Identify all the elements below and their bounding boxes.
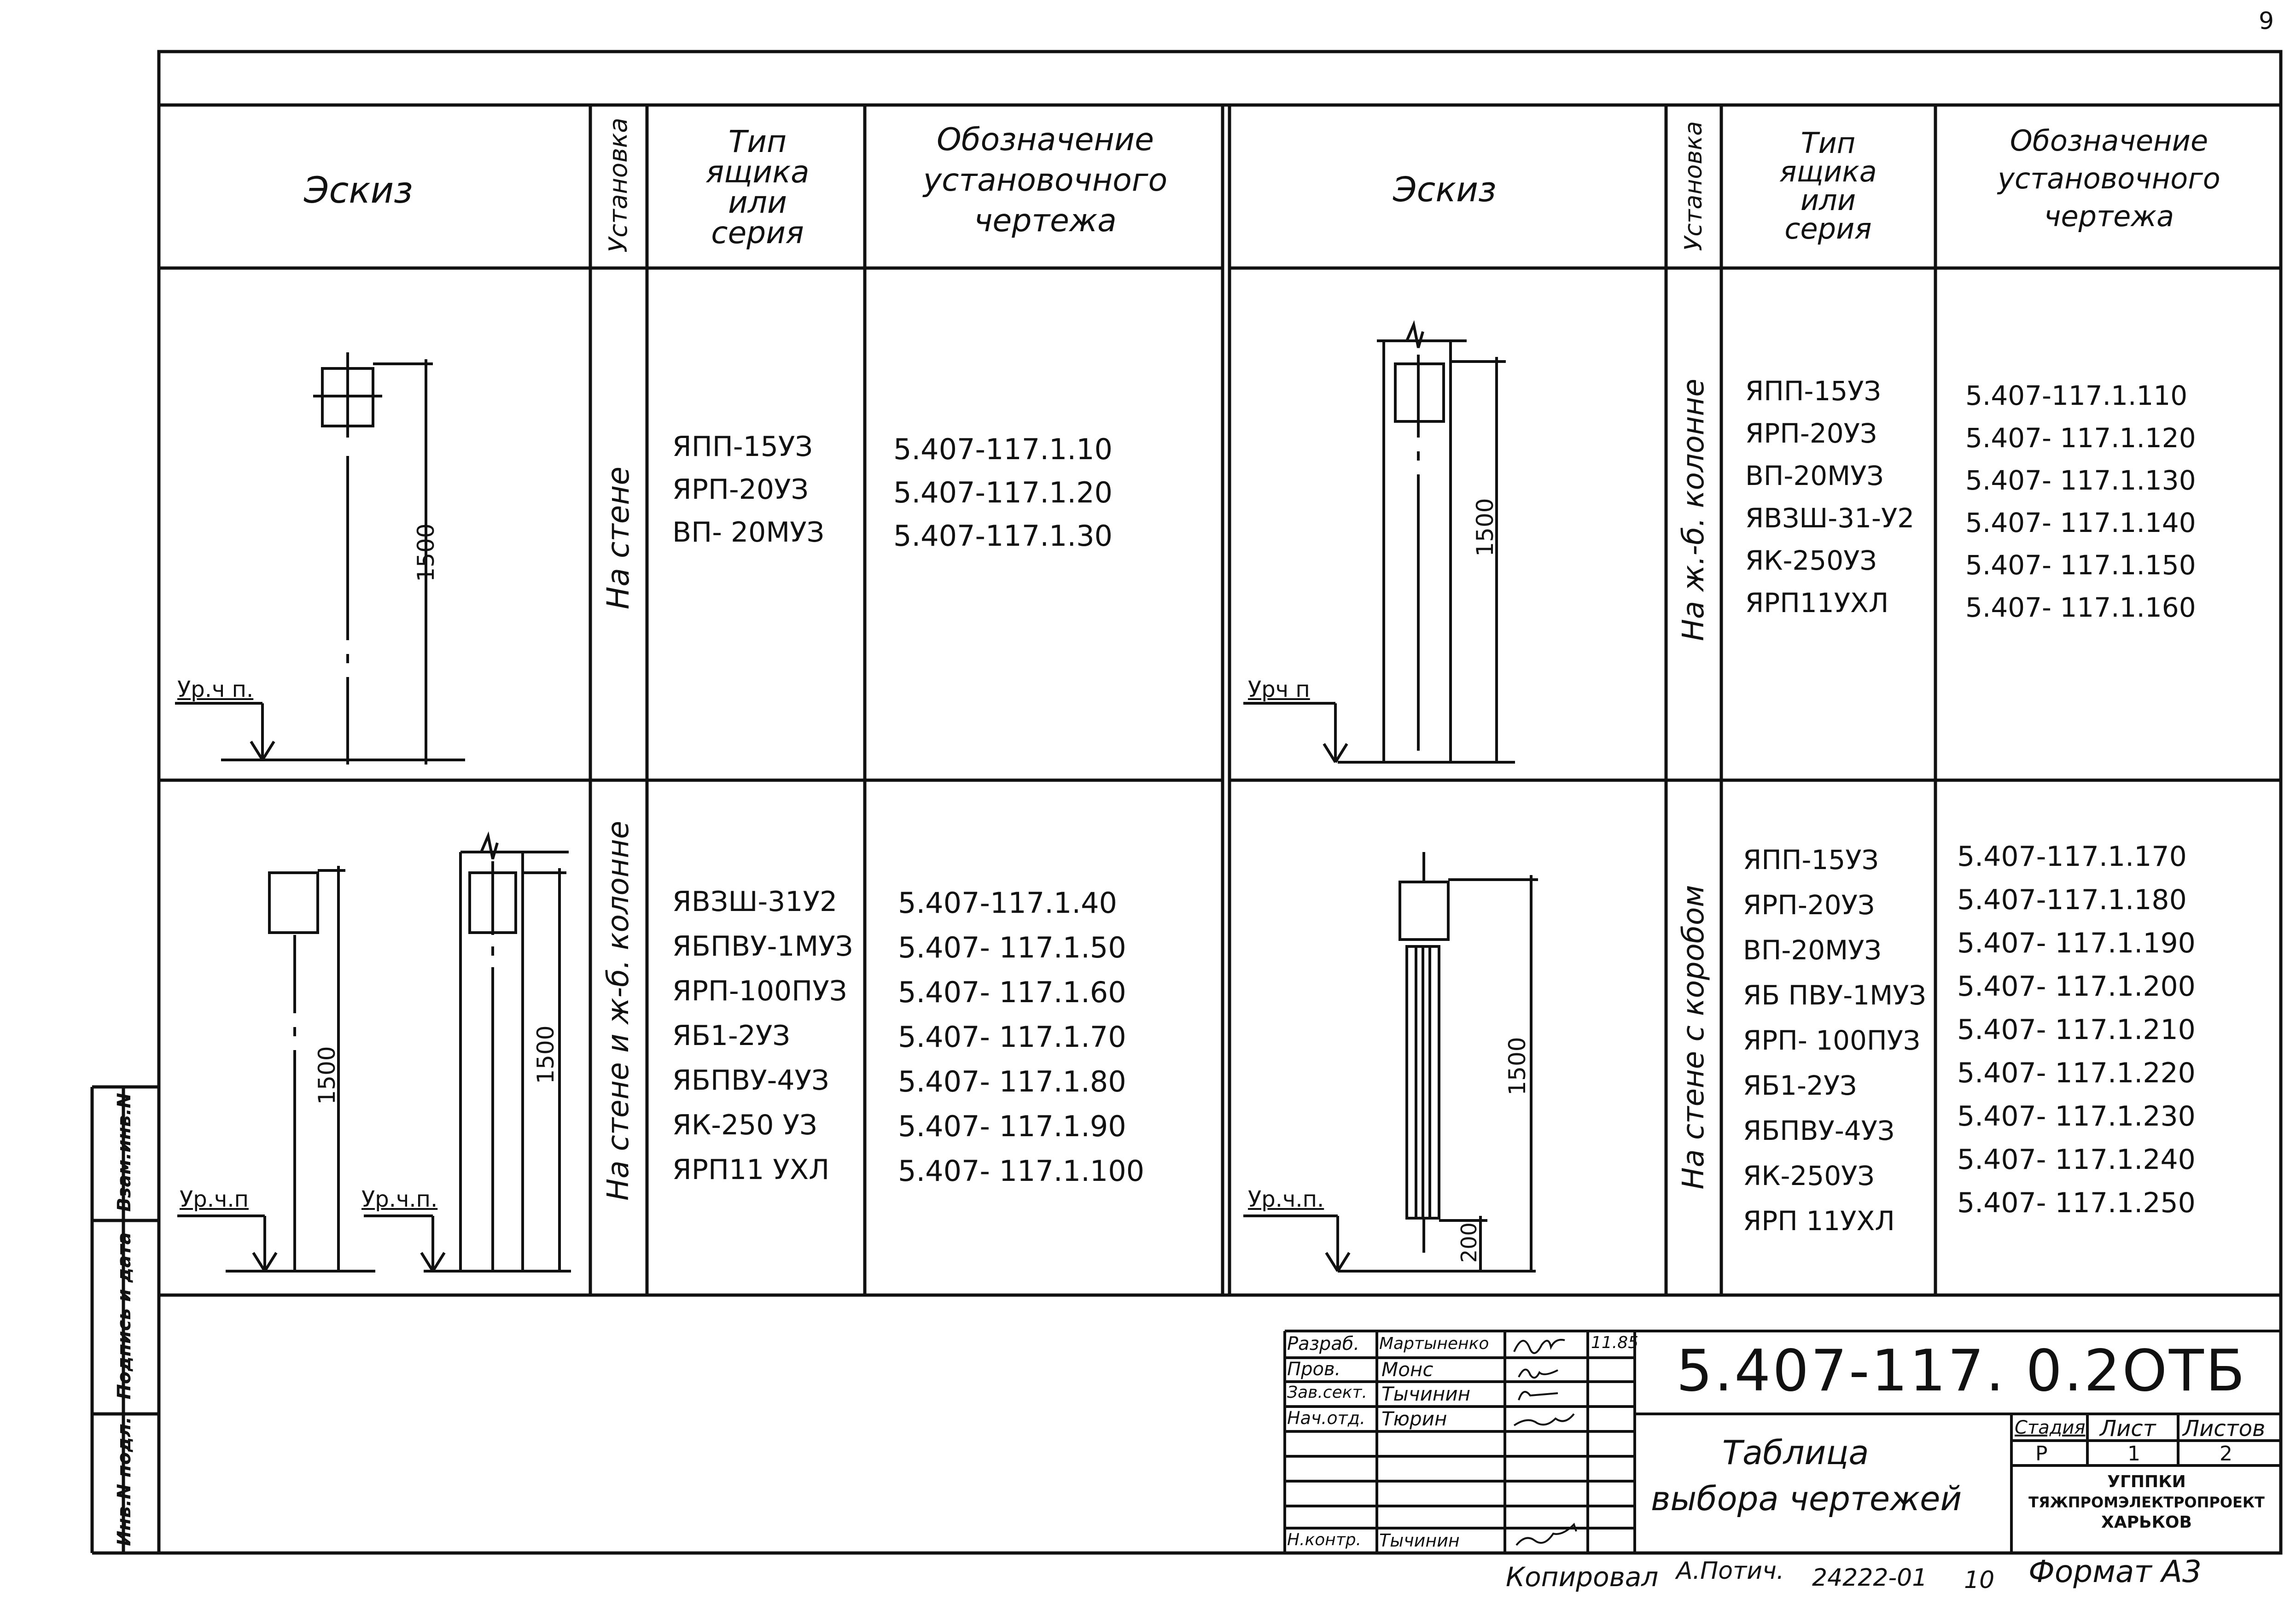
role-checker: Пров. [1287, 1359, 1341, 1380]
sheet-title-line1: Таблица [1722, 1433, 1869, 1472]
right-header-mount: Установка [1680, 121, 1707, 251]
sheets-value: 2 [2220, 1442, 2232, 1465]
organization: УГППКИ ТЯЖПРОМЭЛЕКТРОПРОЕКТ ХАРЬКОВ [2028, 1472, 2265, 1532]
role-dept-head: Нач.отд. [1287, 1408, 1366, 1428]
side-stamp-signature: Подпись и дата [114, 1232, 135, 1400]
side-stamp-replace: Взам.инв.N [114, 1092, 135, 1212]
name-norm-control: Тычинин [1379, 1530, 1460, 1551]
document-code: 5.407-117. 0.2ОТБ [1676, 1338, 2247, 1404]
sketch-level-label: Ур.ч.п. [361, 1186, 438, 1212]
stage-value: Р [2035, 1442, 2048, 1465]
drawing-list: 5.407-117.1.10 5.407-117.1.20 5.407-117.1.30 [893, 432, 1113, 553]
row-mount: На стене [600, 466, 636, 610]
type-list: ЯПП-15УЗ ЯРП-20УЗ ВП- 20МУЗ [672, 431, 825, 549]
role-norm-control: Н.контр. [1287, 1530, 1362, 1549]
left-header-designation: Обозначение установочного чертежа [923, 122, 1168, 239]
type-list: ЯПП-15УЗ ЯРП-20УЗ ВП-20МУЗ ЯБ ПВУ-1МУЗ ЯРП- 100ПУЗ ЯБ1-2УЗ ЯБПВУ-4УЗ ЯК-250УЗ ЯРП 11УХЛ [1743, 844, 1926, 1237]
type-list: ЯВЗШ-31У2 ЯБПВУ-1МУЗ ЯРП-100ПУЗ ЯБ1-2УЗ ЯБПВУ-4УЗ ЯК-250 УЗ ЯРП11 УХЛ [672, 886, 853, 1186]
right-header-designation: Обозначение установочного чертежа [1998, 124, 2220, 233]
order-number: 24222-01 [1812, 1564, 1928, 1592]
right-header-type: Тип ящика или серия [1779, 126, 1877, 245]
stage-label: Стадия [2015, 1417, 2086, 1438]
row-mount: На стене и ж-б. колонне [601, 821, 635, 1201]
left-header-mount: Установка [604, 117, 633, 253]
sketch-dim: 1500 [314, 1046, 340, 1105]
drawing-list: 5.407-117.1.110 5.407- 117.1.120 5.407- 117.1.130 5.407- 117.1.140 5.407- 117.1.150 5.407- 117.1.160 [1965, 380, 2196, 623]
name-developer: Мартыненко [1379, 1334, 1489, 1353]
sketch-dim-small: 200 [1457, 1222, 1481, 1263]
sheet-ref: 10 [1964, 1566, 1995, 1594]
sheets-label: Листов [2183, 1416, 2266, 1442]
paper-format: Формат А3 [2028, 1554, 2202, 1589]
sheet-label: Лист [2100, 1416, 2156, 1442]
sketch-dim: 1500 [413, 523, 439, 582]
sketch-level-label: Ур.ч.п. [1248, 1186, 1324, 1212]
drawing-list: 5.407-117.1.40 5.407- 117.1.50 5.407- 117.1.60 5.407- 117.1.70 5.407- 117.1.80 5.407- 117.1.90 5.407- 117.1.100 [898, 886, 1145, 1188]
side-stamp-inv: Инв.N подл. [114, 1417, 135, 1546]
role-sector-head: Зав.сект. [1287, 1383, 1367, 1402]
sketch-dim: 1500 [1472, 498, 1498, 557]
row-mount: На стене с коробом [1677, 885, 1711, 1190]
left-header-type: Тип ящика или серия [705, 124, 810, 251]
copied-label: Копировал [1506, 1561, 1659, 1593]
sketch-level-label: Ур.ч.п [180, 1186, 249, 1212]
right-header-sketch: Эскиз [1393, 170, 1497, 210]
page-number: 9 [2259, 7, 2274, 35]
stamp-date: 11.85 [1591, 1333, 1639, 1352]
sketch-dim: 1500 [1504, 1037, 1531, 1096]
signature-scribbles [1505, 1331, 1588, 1553]
type-list: ЯПП-15УЗ ЯРП-20УЗ ВП-20МУЗ ЯВЗШ-31-У2 ЯК-250УЗ ЯРП11УХЛ [1745, 375, 1915, 619]
sheet-title-line2: выбора чертежей [1651, 1479, 1962, 1518]
copied-by: А.Потич. [1676, 1557, 1784, 1585]
name-checker: Монс [1381, 1358, 1434, 1381]
name-sector-head: Тычинин [1381, 1383, 1471, 1405]
row-mount: На ж.-б. колонне [1677, 379, 1711, 641]
name-dept-head: Тюрин [1381, 1407, 1447, 1430]
sketch-level-label: Ур.ч п. [177, 677, 254, 702]
left-header-sketch: Эскиз [304, 170, 413, 211]
sketch-level-label: Урч п [1248, 677, 1310, 702]
sketch-dim: 1500 [532, 1025, 559, 1084]
role-developer: Разраб. [1287, 1333, 1360, 1354]
drawing-list: 5.407-117.1.170 5.407-117.1.180 5.407- 117.1.190 5.407- 117.1.200 5.407- 117.1.210 5.407- 117.1.220 5.407- 117.1.230 5.407- 117.1.240 5.407- 117.1.250 [1957, 841, 2196, 1219]
sheet-value: 1 [2127, 1442, 2140, 1465]
